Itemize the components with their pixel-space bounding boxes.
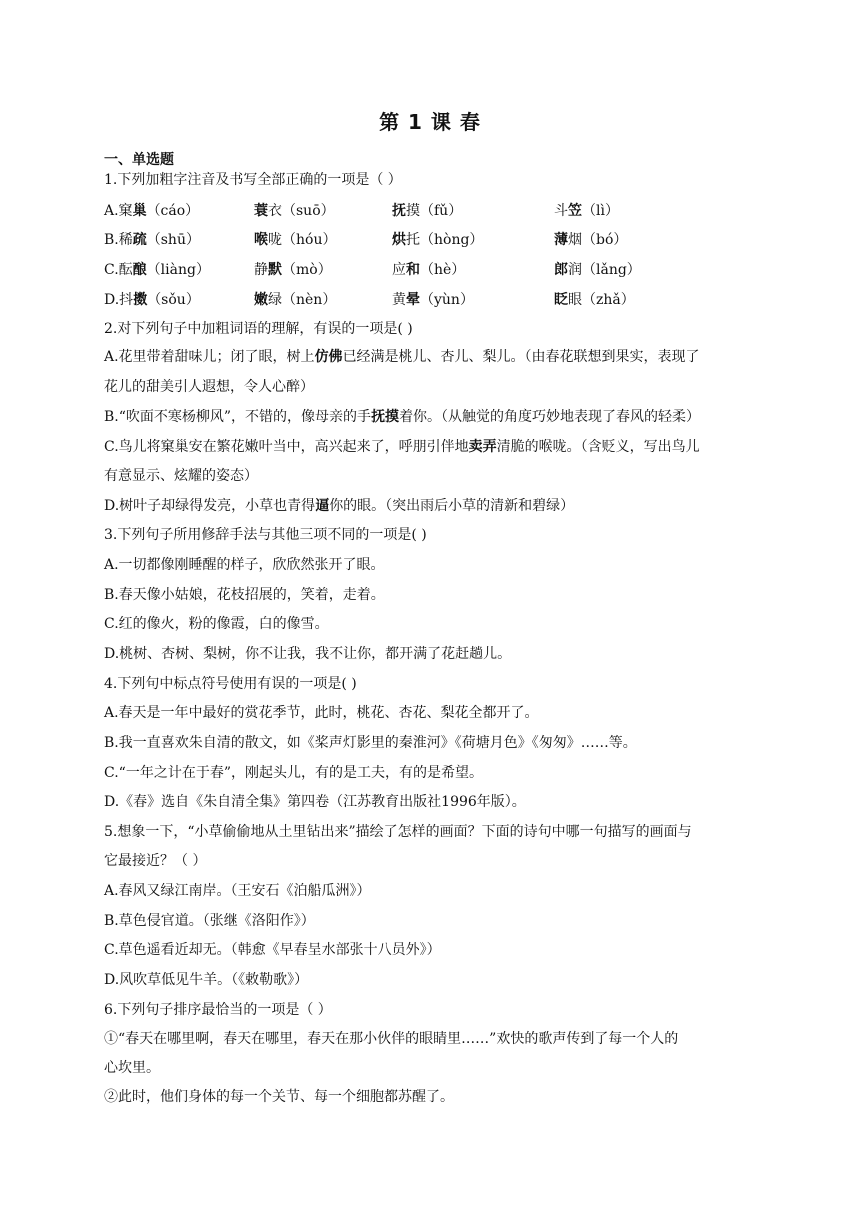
question-6-sentence-2: ②此时，他们身体的每一个关节、每一个细胞都苏醒了。 [104, 1089, 454, 1105]
question-1-option-cell [254, 290, 336, 310]
bold-character: 巢 [132, 203, 147, 219]
question-5-stem: 5.想象一下，“小草偷偷地从土里钻出来”描绘了怎样的画面？下面的诗句中哪一句描写的画面与 [104, 824, 692, 840]
question-6-sentence-1: ①“春天在哪里啊，春天在哪里，春天在那小伙伴的眼睛里……”欢快的歌声传到了每一个人的 [104, 1031, 679, 1047]
question-1-option-cell [554, 290, 635, 310]
question-4-option-c: C.“一年之计在于春”，刚起头儿，有的是工夫，有的是希望。 [104, 765, 483, 781]
section-heading: 一、单选题 [104, 152, 174, 168]
option-text: 衣（suō） [268, 203, 335, 219]
option-text: 斗 [554, 203, 568, 219]
question-4-stem: 4.下列句中标点符号使用有误的一项是( ) [104, 676, 357, 692]
page-title: 第 1 课 春 [379, 110, 481, 134]
option-text: D.抖 [104, 292, 134, 308]
bold-term: 抚摸 [371, 409, 400, 425]
option-text: （sǒu） [147, 292, 200, 308]
question-2-option-a [104, 347, 760, 367]
option-text: （cáo） [146, 203, 200, 219]
option-text: B.“吹面不寒杨柳风”，不错的，像母亲的手 [104, 409, 372, 425]
option-text: A.花里带着甜味儿；闭了眼，树上 [104, 349, 315, 365]
option-text: 摸（fǔ） [406, 203, 463, 219]
question-1-option-row [104, 290, 760, 310]
question-1-option-cell [104, 230, 200, 250]
bold-character: 烘 [392, 232, 406, 248]
option-text: 已经满是桃儿、杏儿、梨儿。（由春花联想到果实，表现了 [342, 349, 700, 365]
question-1-option-cell [554, 260, 641, 280]
option-text: 绿（nèn） [268, 292, 337, 308]
question-1-stem: 1.下列加粗字注音及书写全部正确的一项是（ ） [104, 172, 402, 188]
question-2-option-b [104, 407, 760, 427]
question-1-option-row [104, 201, 760, 221]
question-6-stem: 6.下列句子排序最恰当的一项是（ ） [104, 1002, 332, 1018]
question-1-option-cell [392, 230, 483, 250]
option-text: 眼（zhǎ） [568, 292, 635, 308]
question-3-option-b: B.春天像小姑娘，花枝招展的，笑着，走着。 [104, 587, 385, 603]
option-text: 咙（hóu） [268, 232, 337, 248]
question-5-option-b: B.草色侵官道。（张继《洛阳作》） [104, 913, 315, 929]
question-2-stem: 2.对下列句子中加粗词语的理解，有误的一项是( ) [104, 321, 413, 337]
bold-character: 郎 [554, 262, 568, 278]
question-1-option-cell [392, 260, 465, 280]
bold-character: 擞 [133, 292, 148, 308]
bold-character: 疏 [132, 232, 147, 248]
question-4-option-a: A.春天是一年中最好的赏花季节，此时，桃花、杏花、梨花全都开了。 [104, 705, 539, 721]
question-3-option-d: D.桃树、杏树、梨树，你不让我，我不让你，都开满了花赶趟儿。 [104, 646, 512, 662]
bold-character: 抚 [392, 203, 406, 219]
question-5-option-a: A.春风又绿江南岸。（王安石《泊船瓜洲》） [104, 883, 371, 899]
option-text: 静 [254, 262, 268, 278]
option-text: （yùn） [420, 292, 474, 308]
bold-character: 嫩 [254, 292, 268, 308]
question-1-option-cell [254, 260, 332, 280]
bold-character: 和 [406, 262, 420, 278]
question-3-option-c: C.红的像火，粉的像霞，白的像雪。 [104, 616, 329, 632]
option-text: （shū） [146, 232, 200, 248]
question-2-option-d [104, 496, 760, 516]
bold-character: 默 [268, 262, 282, 278]
question-1-option-cell [254, 230, 336, 250]
bold-character: 薄 [554, 232, 568, 248]
bold-character: 喉 [254, 232, 268, 248]
question-1-option-cell [254, 201, 335, 221]
bold-term: 仿佛 [314, 349, 343, 365]
question-1-option-cell [554, 230, 627, 250]
option-text: 烟（bó） [568, 232, 628, 248]
question-1-option-row [104, 230, 760, 250]
question-1-option-cell [104, 201, 199, 221]
option-text: 黄 [392, 292, 406, 308]
question-4-option-b: B.我一直喜欢朱自清的散文，如《桨声灯影里的秦淮河》《荷塘月色》《匆匆》……等。 [104, 735, 637, 751]
question-3-option-a: A.一切都像刚睡醒的样子，欣欣然张开了眼。 [104, 557, 385, 573]
question-1-option-cell [104, 290, 200, 310]
question-2-option-c-cont: 有意显示、炫耀的姿态） [104, 468, 258, 484]
option-text: D.树叶子却绿得发亮，小草也青得 [104, 498, 316, 514]
bold-character: 笠 [568, 203, 582, 219]
question-3-stem: 3.下列句子所用修辞手法与其他三项不同的一项是( ) [104, 527, 427, 543]
question-4-option-d: D.《春》选自《朱自清全集》第四卷（江苏教育出版社1996年版）。 [104, 794, 526, 810]
question-2-option-c [104, 437, 760, 457]
option-text: （hè） [420, 262, 466, 278]
question-2-option-a-cont: 花儿的甜美引人遐想，令人心醉） [104, 379, 314, 395]
bold-character: 蓑 [254, 203, 268, 219]
option-text: B.稀 [104, 232, 133, 248]
question-1-option-cell [554, 201, 619, 221]
question-5-option-d: D.风吹草低见牛羊。（《敕勒歌》） [104, 972, 309, 988]
question-1-option-cell [104, 260, 210, 280]
question-1-option-cell [392, 290, 474, 310]
bold-character: 晕 [406, 292, 420, 308]
question-1-option-cell [392, 201, 462, 221]
option-text: A.窠 [104, 203, 133, 219]
bold-character: 眨 [554, 292, 568, 308]
option-text: C.酝 [104, 262, 133, 278]
option-text: 应 [392, 262, 406, 278]
option-text: 润（lǎng） [568, 262, 641, 278]
bold-character: 酿 [132, 262, 147, 278]
question-1-option-row [104, 260, 760, 280]
option-text: 清脆的喉咙。（含贬义，写出鸟儿 [496, 439, 700, 455]
bold-term: 逼 [315, 498, 330, 514]
option-text: 托（hòng） [406, 232, 484, 248]
option-text: （liàng） [146, 262, 210, 278]
bold-term: 卖弄 [468, 439, 497, 455]
option-text: （lì） [582, 203, 619, 219]
option-text: 着你。（从触觉的角度巧妙地表现了春风的轻柔） [399, 409, 701, 425]
question-6-sentence-1-cont: 心坎里。 [104, 1060, 160, 1076]
option-text: （mò） [282, 262, 332, 278]
option-text: C.鸟儿将窠巢安在繁花嫩叶当中，高兴起来了，呼朋引伴地 [104, 439, 469, 455]
question-5-stem-cont: 它最接近？（ ） [104, 853, 207, 869]
option-text: 你的眼。（突出雨后小草的清新和碧绿） [329, 498, 575, 514]
question-5-option-c: C.草色遥看近却无。（韩愈《早春呈水部张十八员外》） [104, 942, 441, 958]
